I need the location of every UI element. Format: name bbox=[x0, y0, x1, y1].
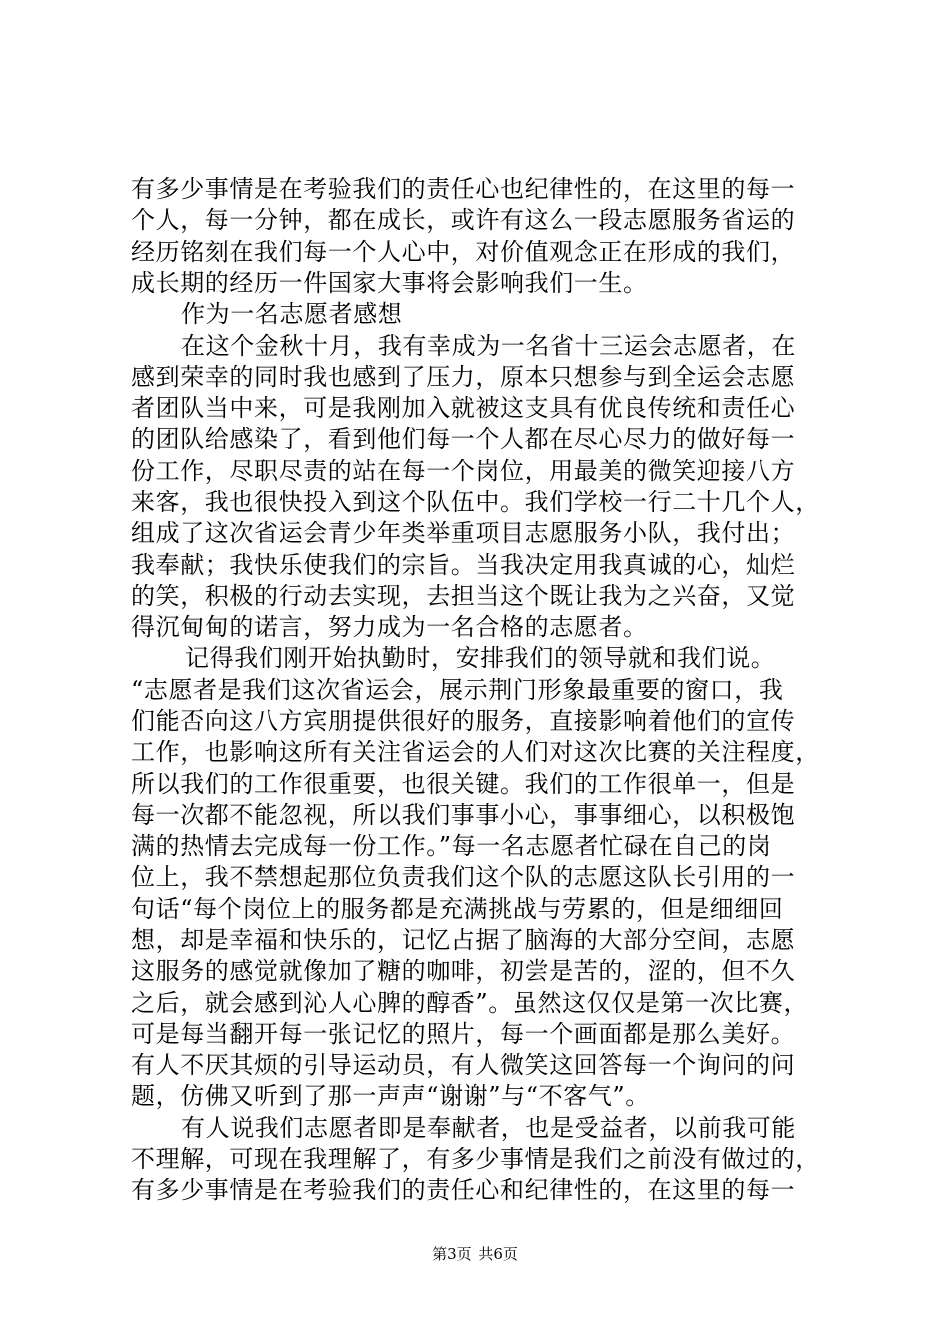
text-line: 们能否向这八方宾朋提供很好的服务，直接影响着他们的宣传 bbox=[131, 707, 796, 735]
text-line: 句话“每个岗位上的服务都是充满挑战与劳累的，但是细细回 bbox=[131, 895, 784, 923]
text-line: 来客，我也很快投入到这个队伍中。我们学校一行二十几个人， bbox=[131, 488, 820, 516]
text-line: 记得我们刚开始执勤时，安排我们的领导就和我们说。 bbox=[185, 644, 776, 672]
text-line: “志愿者是我们这次省运会，展示荆门形象最重要的窗口，我 bbox=[131, 676, 784, 704]
text-line: 所以我们的工作很重要，也很关键。我们的工作很单一，但是 bbox=[131, 770, 796, 798]
page-number: 第3页 bbox=[432, 1245, 472, 1263]
text-line: 成长期的经历一件国家大事将会影响我们一生。 bbox=[131, 269, 648, 297]
text-line: 的笑，积极的行动去实现，去担当这个既让我为之兴奋，又觉 bbox=[131, 582, 796, 610]
text-line: 题，仿佛又听到了那一声声“谢谢”与“不客气”。 bbox=[131, 1082, 650, 1110]
text-line: 经历铭刻在我们每一个人心中，对价值观念正在形成的我们， bbox=[131, 238, 796, 266]
text-line: 的团队给感染了，看到他们每一个人都在尽心尽力的做好每一 bbox=[131, 425, 796, 453]
text-line: 工作，也影响这所有关注省运会的人们对这次比赛的关注程度， bbox=[131, 738, 820, 766]
text-line: 有人不厌其烦的引导运动员，有人微笑这回答每一个询问的问 bbox=[131, 1051, 796, 1079]
page-footer bbox=[0, 1244, 950, 1264]
text-line: 有人说我们志愿者即是奉献者，也是受益者，以前我可能 bbox=[181, 1114, 796, 1142]
text-line: 组成了这次省运会青少年类举重项目志愿服务小队，我付出； bbox=[131, 519, 796, 547]
text-line: 在这个金秋十月，我有幸成为一名省十三运会志愿者，在 bbox=[181, 332, 796, 360]
text-line: 可是每当翻开每一张记忆的照片，每一个画面都是那么美好。 bbox=[131, 1020, 796, 1048]
text-line: 每一次都不能忽视，所以我们事事小心，事事细心，以积极饱 bbox=[131, 801, 796, 829]
page-total: 共6页 bbox=[478, 1245, 518, 1263]
text-line: 之后，就会感到沁人心脾的醇香”。虽然这仅仅是第一次比赛， bbox=[131, 989, 809, 1017]
text-line: 有多少事情是在考验我们的责任心和纪律性的，在这里的每一 bbox=[131, 1176, 796, 1204]
text-line: 得沉甸甸的诺言，努力成为一名合格的志愿者。 bbox=[131, 613, 648, 641]
text-line: 份工作，尽职尽责的站在每一个岗位，用最美的微笑迎接八方 bbox=[131, 457, 796, 485]
text-line: 我奉献；我快乐使我们的宗旨。当我决定用我真诚的心，灿烂 bbox=[131, 551, 796, 579]
text-line: 想，却是幸福和快乐的，记忆占据了脑海的大部分空间，志愿 bbox=[131, 926, 796, 954]
text-line: 满的热情去完成每一份工作。”每一名志愿者忙碌在自己的岗 bbox=[131, 832, 772, 860]
text-line: 位上，我不禁想起那位负责我们这个队的志愿这队长引用的一 bbox=[131, 863, 796, 891]
text-line: 不理解，可现在我理解了，有多少事情是我们之前没有做过的， bbox=[131, 1145, 820, 1173]
text-line: 有多少事情是在考验我们的责任心也纪律性的，在这里的每一 bbox=[131, 175, 796, 203]
text-line: 者团队当中来，可是我刚加入就被这支具有优良传统和责任心 bbox=[131, 394, 796, 422]
section-heading: 作为一名志愿者感想 bbox=[181, 300, 403, 328]
text-line: 感到荣幸的同时我也感到了压力，原本只想参与到全运会志愿 bbox=[131, 363, 796, 391]
text-line: 这服务的感觉就像加了糖的咖啡，初尝是苦的，涩的，但不久 bbox=[131, 957, 796, 985]
text-line: 个人，每一分钟，都在成长，或许有这么一段志愿服务省运的 bbox=[131, 206, 796, 234]
